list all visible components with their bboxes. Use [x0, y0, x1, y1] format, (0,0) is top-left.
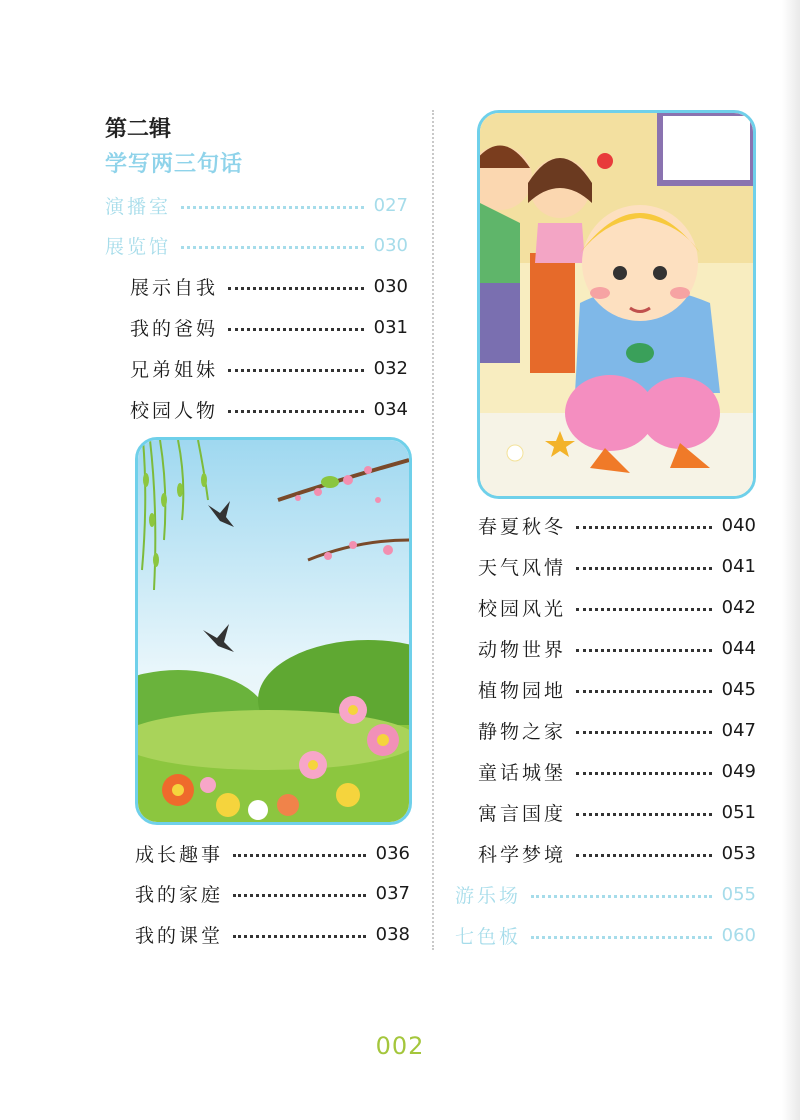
toc-leader — [576, 772, 712, 775]
toc-leader — [181, 206, 364, 209]
toc-title: 植物园地 — [478, 679, 567, 702]
toc-page: 031 — [373, 316, 408, 338]
toc-page: 041 — [721, 555, 756, 577]
toc-title: 天气风情 — [478, 556, 567, 579]
toc-title: 我的爸妈 — [130, 317, 219, 340]
toc-title: 静物之家 — [478, 720, 567, 743]
toc-leader — [576, 813, 712, 816]
toc-title: 动物世界 — [478, 638, 567, 661]
toc-entry[interactable] — [478, 551, 756, 581]
toc-leader — [228, 328, 364, 331]
toc-page: 047 — [721, 719, 756, 741]
toc-page: 051 — [721, 801, 756, 823]
toc-title: 科学梦境 — [478, 843, 567, 866]
toc-leader — [181, 246, 364, 249]
toc-entry[interactable] — [105, 230, 408, 260]
toc-page: 036 — [375, 842, 410, 864]
toc-title: 童话城堡 — [478, 761, 567, 784]
toc-entry[interactable] — [478, 756, 756, 786]
toc-entry[interactable] — [478, 592, 756, 622]
toc-page: 030 — [373, 275, 408, 297]
toc-title: 七色板 — [455, 925, 522, 948]
toc-title: 寓言国度 — [478, 802, 567, 825]
toc-entry[interactable] — [478, 633, 756, 663]
toc-entry[interactable] — [478, 797, 756, 827]
toc-leader — [576, 731, 712, 734]
toc-page: 049 — [721, 760, 756, 782]
section-subtitle: 学写两三句话 — [105, 152, 244, 177]
toc-title: 校园人物 — [130, 399, 219, 422]
toc-entry[interactable] — [130, 394, 408, 424]
toc-leader — [228, 287, 364, 290]
page-edge-shadow — [782, 0, 800, 1120]
toc-entry[interactable] — [130, 353, 408, 383]
chapter-title: 第二辑 — [105, 117, 172, 142]
toc-page: 038 — [375, 923, 410, 945]
toc-entry[interactable] — [130, 312, 408, 342]
toc-page: 055 — [721, 883, 756, 905]
toc-entry[interactable] — [478, 674, 756, 704]
toc-page: 034 — [373, 398, 408, 420]
toc-leader — [531, 936, 712, 939]
spring-landscape-illustration — [135, 437, 412, 825]
toc-page: 040 — [721, 514, 756, 536]
toc-page: 032 — [373, 357, 408, 379]
toc-title: 游乐场 — [455, 884, 522, 907]
toc-title: 我的课堂 — [135, 924, 224, 947]
toc-entry[interactable] — [455, 920, 756, 950]
page-number: 002 — [375, 1032, 425, 1060]
toc-entry[interactable] — [478, 510, 756, 540]
toc-page: 044 — [721, 637, 756, 659]
toc-leader — [576, 608, 712, 611]
toc-page: 030 — [373, 234, 408, 256]
toc-page: 027 — [373, 194, 408, 216]
toc-entry[interactable] — [455, 879, 756, 909]
toc-leader — [228, 410, 364, 413]
toc-title: 展览馆 — [105, 235, 172, 258]
toc-entry[interactable] — [105, 190, 408, 220]
toc-page: 037 — [375, 882, 410, 904]
toc-leader — [233, 894, 366, 897]
toc-leader — [576, 526, 712, 529]
toc-leader — [576, 649, 712, 652]
toc-entry[interactable] — [478, 838, 756, 868]
toc-page: 053 — [721, 842, 756, 864]
toc-leader — [233, 854, 366, 857]
toc-page: 060 — [721, 924, 756, 946]
toc-leader — [531, 895, 712, 898]
toc-entry[interactable] — [135, 919, 410, 949]
toc-title: 演播室 — [105, 195, 172, 218]
toc-leader — [228, 369, 364, 372]
toc-entry[interactable] — [478, 715, 756, 745]
toc-title: 我的家庭 — [135, 883, 224, 906]
toc-leader — [576, 854, 712, 857]
toc-leader — [233, 935, 366, 938]
toc-entry[interactable] — [135, 878, 410, 908]
column-divider — [432, 110, 434, 950]
toc-title: 春夏秋冬 — [478, 515, 567, 538]
toc-title: 成长趣事 — [135, 843, 224, 866]
toc-leader — [576, 690, 712, 693]
toc-leader — [576, 567, 712, 570]
toc-page: 045 — [721, 678, 756, 700]
toc-entry[interactable] — [135, 838, 410, 868]
toc-title: 兄弟姐妹 — [130, 358, 219, 381]
children-playing-illustration — [477, 110, 756, 499]
toc-entry[interactable] — [130, 271, 408, 301]
toc-page: 042 — [721, 596, 756, 618]
toc-title: 校园风光 — [478, 597, 567, 620]
toc-title: 展示自我 — [130, 276, 219, 299]
